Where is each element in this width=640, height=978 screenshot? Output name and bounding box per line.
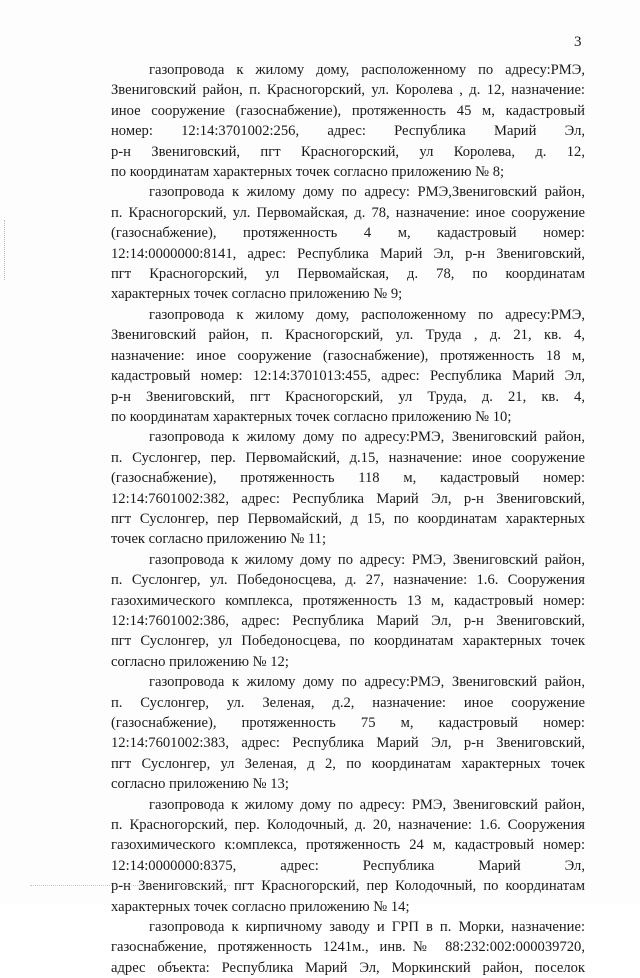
page-number: 3: [574, 34, 582, 50]
paragraph-line: 12:14:7601002:386, адрес: Республика Марий Эл, р-н Звениговский,: [111, 612, 585, 629]
paragraph-line: газопровода к жилому дому по адресу: РМЭ, Звениговский район,: [149, 551, 585, 568]
paragraph-line: газопровода к кирпичному заводу и ГРП в п. Морки, назначение:: [149, 919, 585, 936]
paragraph-line: точек согласно приложению № 11;: [111, 531, 327, 548]
paragraph-line: пгт Суслонгер, пер Первомайский, д 15, по координатам характерных: [111, 510, 585, 527]
document-paragraph: [111, 672, 585, 794]
paragraph-line: (газоснабжение), протяженность 75 м, кадастровый номер:: [111, 715, 585, 731]
paragraph-line: газопровода к жилому дому по адресу:РМЭ, Звениговский район,: [149, 674, 585, 691]
document-paragraph: [111, 550, 585, 672]
paragraph-line: р-н Звениговский, пгт Красногорский, пер Колодочный, по координатам: [111, 878, 585, 895]
paragraph-line: п. Суслонгер, пер. Первомайский, д.15, назначение: иное сооружение: [111, 449, 585, 466]
paragraph-line: газохимического к:омплекса, протяженность 24 м, кадастровый номер:: [111, 837, 585, 854]
document-paragraph: [111, 427, 585, 549]
paragraph-line: по координатам характерных точек согласно приложению № 10;: [111, 408, 512, 425]
paragraph-line: пгт Суслонгер, ул Зеленая, д 2, по координатам характерных точек: [111, 755, 585, 772]
document-paragraph: [111, 305, 585, 427]
document-paragraph: [111, 60, 585, 182]
paragraph-line: адрес объекта: Республика Марий Эл, Моркинский район, поселок: [111, 959, 585, 976]
paragraph-line: согласно приложению № 13;: [111, 776, 289, 793]
paragraph-line: газопровода к жилому дому, расположенному по адресу:РМЭ,: [149, 62, 585, 78]
paragraph-line: п. Красногорский, ул. Первомайская, д. 78, назначение: иное сооружение: [111, 204, 585, 221]
paragraph-line: 12:14:7601002:382, адрес: Республика Марий Эл, р-н Звениговский,: [111, 490, 585, 507]
paragraph-line: пгт Суслонгер, ул Победоносцева, по координатам характерных точек: [111, 633, 585, 650]
paragraph-line: характерных точек согласно приложению № 14;: [111, 898, 410, 915]
margin-scan-artifact: [4, 220, 7, 280]
paragraph-line: 12:14:7601002:383, адрес: Республика Марий Эл, р-н Звениговский,: [111, 735, 585, 752]
paragraph-line: газопровода к жилому дому по адресу:РМЭ, Звениговский район,: [149, 429, 585, 446]
paragraph-line: р-н Звениговский, пгт Красногорский, ул Труда, д. 21, кв. 4,: [111, 388, 585, 405]
paragraph-line: 12:14:0000000:8375, адрес: Республика Марий Эл,: [111, 857, 585, 874]
paragraph-line: газопровода к жилому дому, расположенному по адресу:РМЭ,: [149, 306, 585, 323]
paragraph-line: характерных точек согласно приложению № 9;: [111, 286, 403, 303]
paragraph-line: п. Суслонгер, ул. Зеленая, д.2, назначение: иное сооружение: [111, 694, 585, 711]
document-body: [111, 60, 585, 978]
document-paragraph: [111, 182, 585, 304]
paragraph-line: Звениговский район, п. Красногорский, ул. Труда , д. 21, кв. 4,: [111, 327, 585, 344]
paragraph-line: кадастровый номер: 12:14:3701013:455, адрес: Республика Марий Эл,: [111, 368, 585, 385]
paragraph-line: иное сооружение (газоснабжение), протяженность 45 м, кадастровый: [111, 102, 585, 119]
paragraph-line: газохимического комплекса, протяженность 13 м, кадастровый номер:: [111, 592, 585, 609]
bottom-scan-artifact: [30, 885, 230, 887]
paragraph-line: газопровода к жилому дому по адресу: РМЭ, Звениговский район,: [149, 796, 585, 813]
paragraph-line: пгт Красногорский, ул Первомайская, д. 78, по координатам: [111, 266, 585, 283]
paragraph-line: газопровода к жилому дому по адресу: РМЭ,Звениговский район,: [149, 184, 585, 201]
document-paragraph: [111, 795, 585, 917]
paragraph-line: р-н Звениговский, пгт Красногорский, ул Королева, д. 12,: [111, 143, 585, 160]
paragraph-line: п. Суслонгер, ул. Победоносцева, д. 27, назначение: 1.6. Сооружения: [111, 572, 585, 589]
paragraph-line: 12:14:0000000:8141, адрес: Республика Марий Эл, р-н Звениговский,: [111, 245, 585, 262]
paragraph-line: назначение: иное сооружение (газоснабжение), протяженность 18 м,: [111, 347, 585, 364]
paragraph-line: газоснабжение, протяженность 1241м., инв.№ 88:232:002:000039720,: [111, 939, 585, 956]
paragraph-line: согласно приложению № 12;: [111, 653, 289, 670]
paragraph-line: номер: 12:14:3701002:256, адрес: Республика Марий Эл,: [111, 123, 585, 140]
document-paragraph: [111, 917, 585, 978]
paragraph-line: (газоснабжение), протяженность 4 м, кадастровый номер:: [111, 225, 585, 242]
paragraph-line: по координатам характерных точек согласно приложению № 8;: [111, 164, 505, 181]
paragraph-line: п. Красногорский, пер. Колодочный, д. 20, назначение: 1.6. Сооружения: [111, 817, 585, 834]
paragraph-line: (газоснабжение), протяженность 118 м, кадастровый номер:: [111, 470, 585, 487]
paragraph-line: Звениговский район, п. Красногорский, ул. Королева , д. 12, назначение:: [111, 82, 585, 99]
